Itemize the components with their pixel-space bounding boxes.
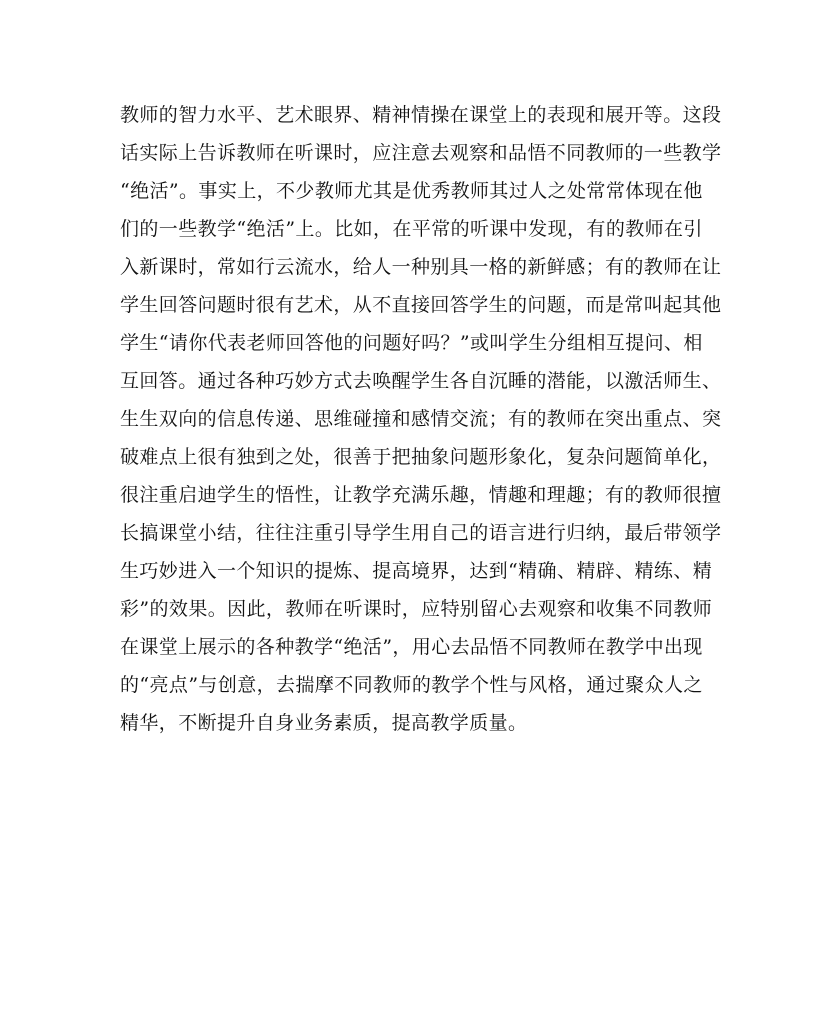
text-line: 彩”的效果。因此，教师在听课时，应特别留心去观察和收集不同教师 xyxy=(120,598,713,620)
text-line: 在课堂上展示的各种教学“绝活”，用心去品悟不同教师在教学中出现 xyxy=(120,636,703,658)
text-line: 生生双向的信息传递、思维碰撞和感情交流；有的教师在突出重点、突 xyxy=(120,408,722,430)
text-line: 长搞课堂小结，往往注重引导学生用自己的语言进行归纳，最后带领学 xyxy=(120,522,722,544)
text-line: 教师的智力水平、艺术眼界、精神情操在课堂上的表现和展开等。这段 xyxy=(120,104,722,126)
text-line: 学生“请你代表老师回答他的问题好吗？”或叫学生分组相互提问、相 xyxy=(120,332,703,354)
text-line: 们的一些教学“绝活”上。比如，在平常的听课中发现，有的教师在引 xyxy=(120,218,703,240)
body-paragraph xyxy=(120,96,722,742)
text-line: “绝活”。事实上，不少教师尤其是优秀教师其过人之处常常体现在他 xyxy=(120,180,703,202)
text-line: 话实际上告诉教师在听课时，应注意去观察和品悟不同教师的一些教学 xyxy=(120,142,722,164)
text-line: 生巧妙进入一个知识的提炼、提高境界，达到“精确、精辟、精练、精 xyxy=(120,560,713,582)
text-line: 精华，不断提升自身业务素质，提高教学质量。 xyxy=(120,712,528,734)
text-line: 学生回答问题时很有艺术，从不直接回答学生的问题，而是常叫起其他 xyxy=(120,294,722,316)
text-line: 的“亮点”与创意，去揣摩不同教师的教学个性与风格，通过聚众人之 xyxy=(120,674,703,696)
text-line: 入新课时，常如行云流水，给人一种别具一格的新鲜感；有的教师在让 xyxy=(120,256,722,278)
text-line: 互回答。通过各种巧妙方式去唤醒学生各自沉睡的潜能，以激活师生、 xyxy=(120,370,722,392)
text-line: 很注重启迪学生的悟性，让教学充满乐趣，情趣和理趣；有的教师很擅 xyxy=(120,484,722,506)
text-line: 破难点上很有独到之处，很善于把抽象问题形象化，复杂问题简单化， xyxy=(120,446,722,468)
